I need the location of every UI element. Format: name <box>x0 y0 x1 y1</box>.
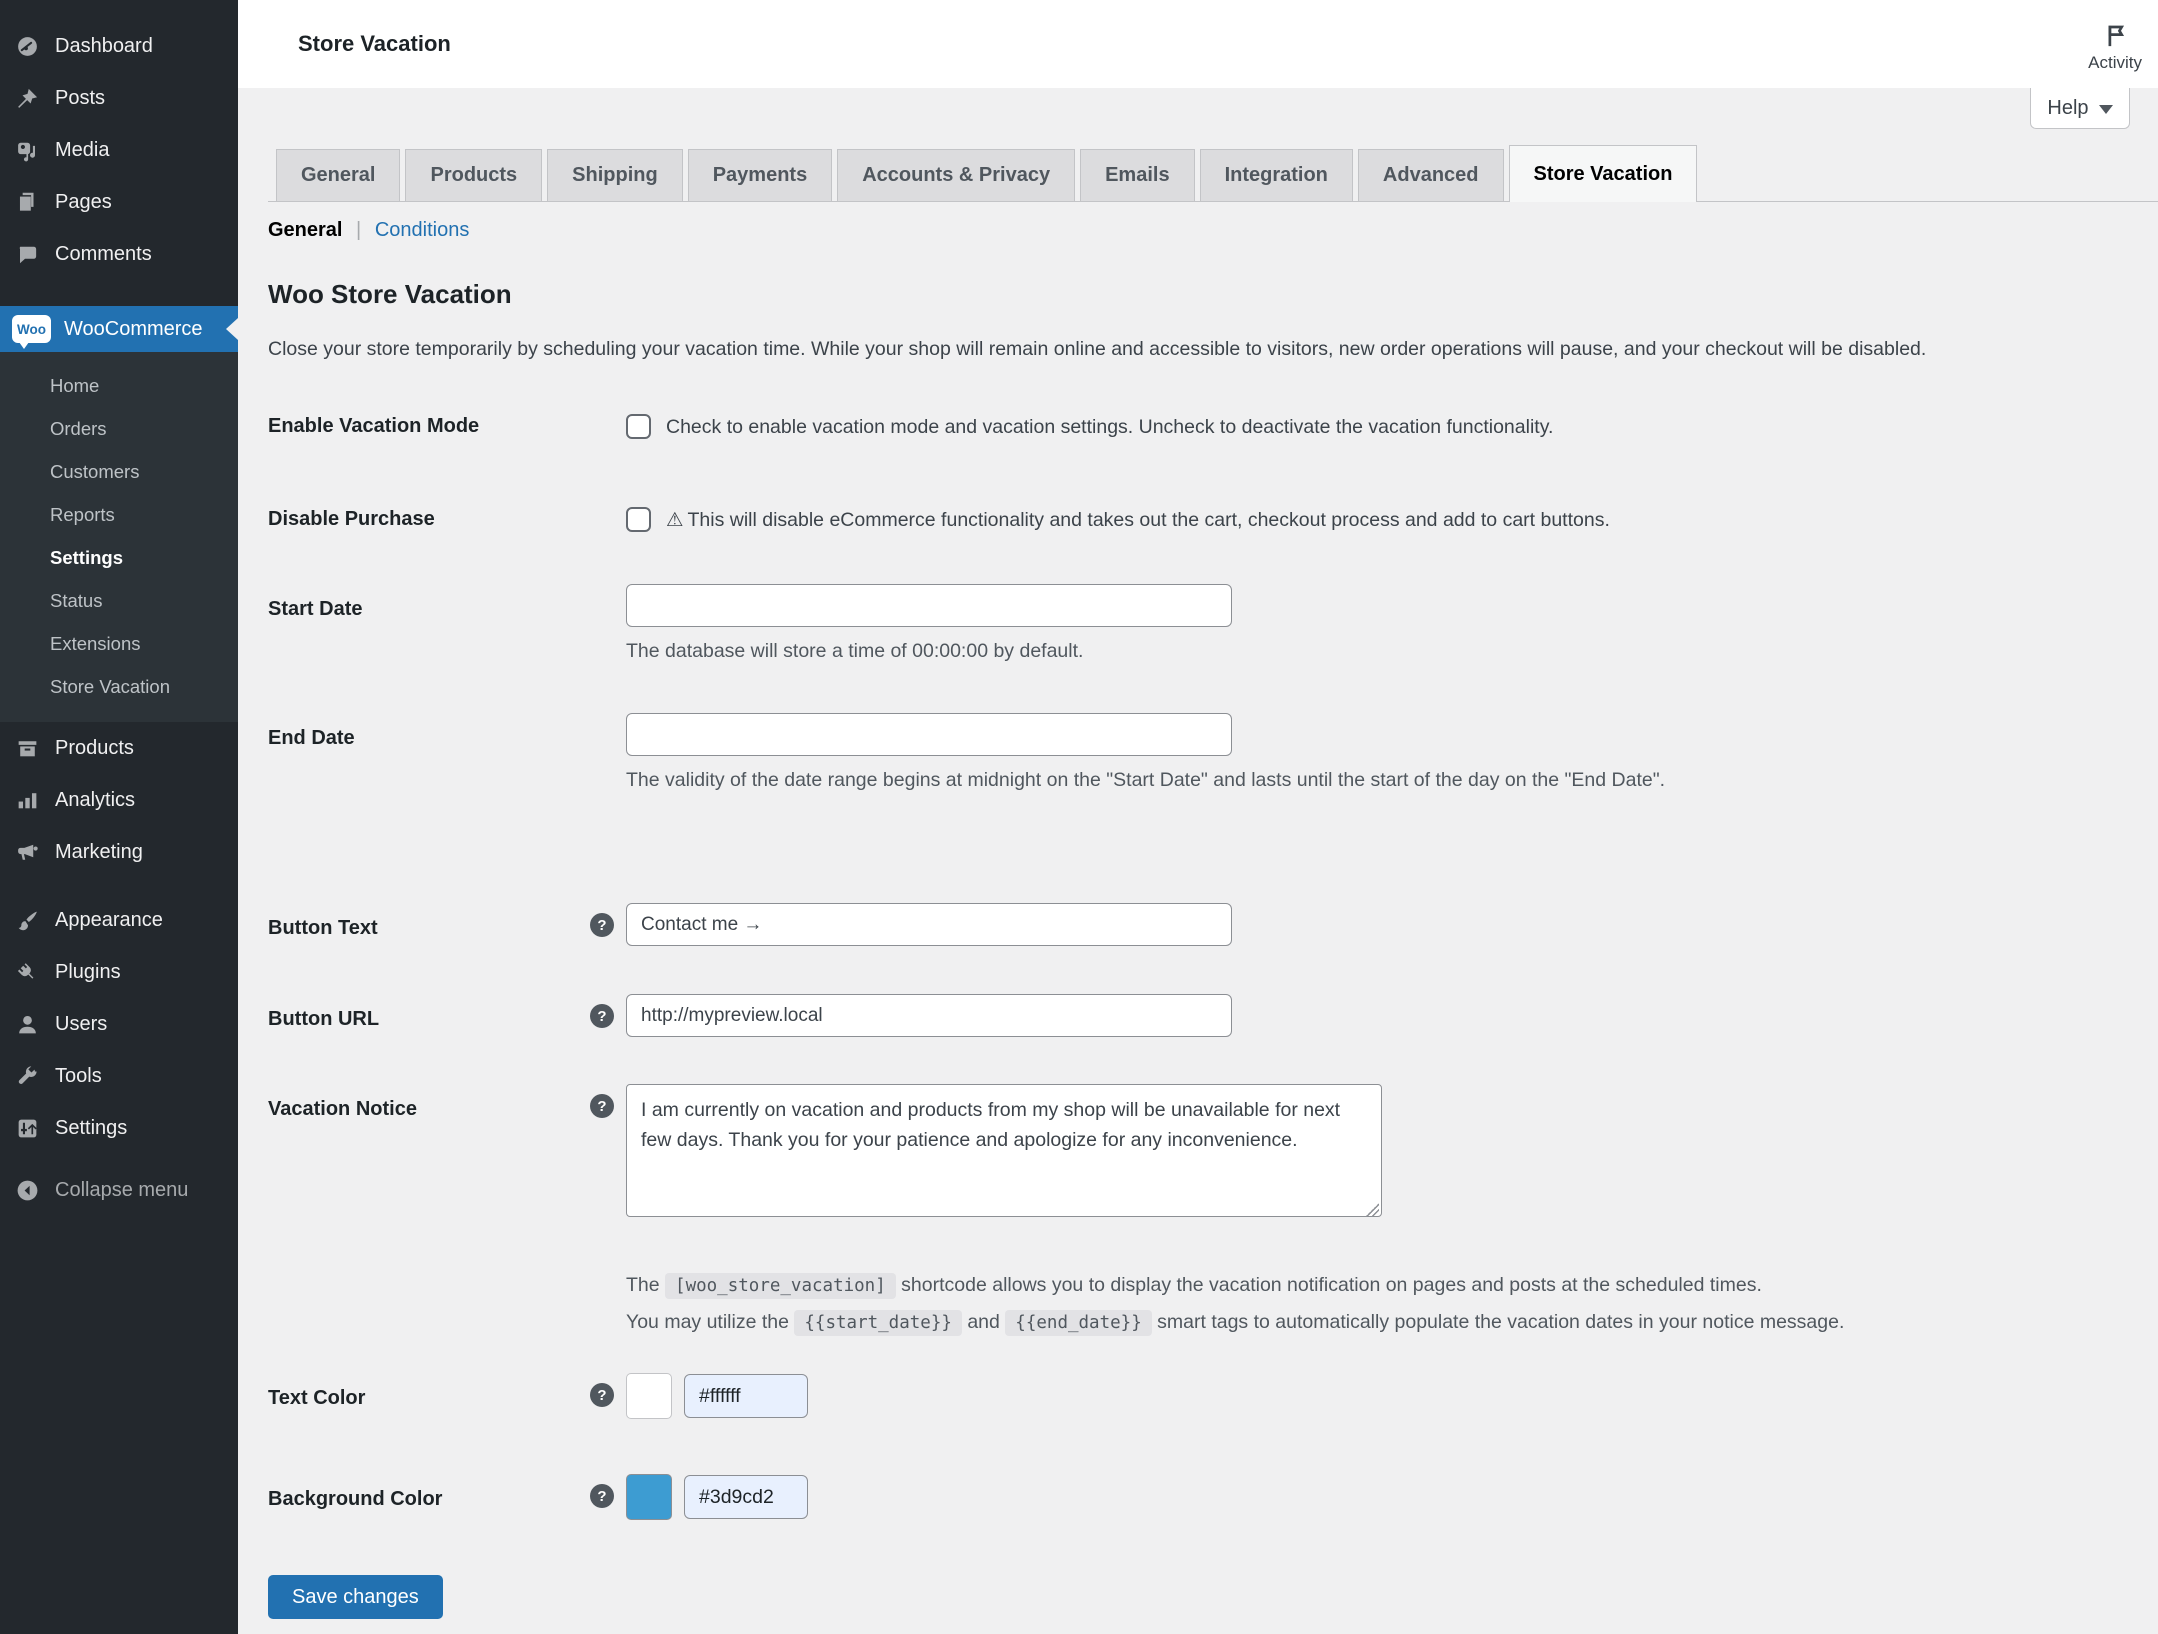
form-row-button-text <box>268 903 2158 946</box>
section-heading: Woo Store Vacation <box>268 279 512 309</box>
shortcode-help-text <box>626 1267 2158 1341</box>
settings-icon <box>14 1115 40 1141</box>
sidebar-item-marketing[interactable] <box>0 826 238 878</box>
smart-tag-chip: {{end_date}} <box>1005 1310 1151 1336</box>
form-row-start-date <box>268 584 2158 663</box>
sidebar-item-label: Media <box>55 138 110 161</box>
pages-icon <box>14 189 40 215</box>
shortcode-line-1: The [woo_store_vacation] shortcode allows you to display the vacation notification on pages and posts at the scheduled times. <box>626 1267 2158 1304</box>
field-label: Vacation Notice <box>268 1098 417 1120</box>
sidebar-item-label: Users <box>55 1012 108 1035</box>
analytics-icon <box>14 787 40 813</box>
help-icon[interactable] <box>590 913 614 937</box>
help-icon[interactable] <box>590 1004 614 1028</box>
pushpin-icon <box>14 85 40 111</box>
field-label: End Date <box>268 727 355 749</box>
sidebar-item-label: Settings <box>55 1116 128 1139</box>
comment-icon <box>14 241 40 267</box>
sidebar-item-label: Products <box>55 736 134 759</box>
field-label: Button URL <box>268 1008 380 1030</box>
woocommerce-logo: Woo <box>12 315 51 343</box>
help-icon[interactable] <box>590 1484 614 1508</box>
wrench-icon <box>14 1063 40 1089</box>
form-row-disable-purchase <box>268 505 2158 535</box>
subnav-general: General <box>268 219 343 241</box>
form-row-vacation-notice <box>268 1084 2158 1222</box>
text-color-input[interactable] <box>684 1374 808 1418</box>
form-row-end-date <box>268 713 2158 792</box>
sidebar-item-label: Analytics <box>55 788 136 811</box>
sidebar-item-products[interactable] <box>0 722 238 774</box>
collapse-icon <box>14 1177 40 1203</box>
help-label: Help <box>2047 96 2089 119</box>
field-label: Start Date <box>268 598 363 620</box>
help-dropdown[interactable] <box>2030 88 2130 129</box>
shortcode-line-2: You may utilize the {{start_date}} and {{end_date}} smart tags to automatically populate the vacation dates in your notice message. <box>626 1304 2158 1341</box>
woocommerce-submenu <box>0 352 238 722</box>
sidebar-item-label: Collapse menu <box>55 1178 189 1201</box>
sidebar-item-label: WooCommerce <box>64 317 203 340</box>
activity-label: Activity <box>2088 52 2142 72</box>
menu-separator <box>0 280 238 306</box>
submenu-item-reports[interactable]: Reports <box>50 504 115 525</box>
tab-store-vacation[interactable]: Store Vacation <box>1509 145 1698 202</box>
sidebar-item-users[interactable] <box>0 998 238 1050</box>
sidebar-item-dashboard[interactable] <box>0 20 238 72</box>
shortcode-chip: [woo_store_vacation] <box>665 1273 896 1299</box>
sidebar-item-label: Plugins <box>55 960 121 983</box>
form-row-background-color <box>268 1474 2158 1520</box>
warning-icon: ⚠ <box>666 509 684 531</box>
products-icon <box>14 735 40 761</box>
sidebar-item-tools[interactable] <box>0 1050 238 1102</box>
tab-general[interactable]: General <box>276 149 400 201</box>
sidebar-item-analytics[interactable] <box>0 774 238 826</box>
subnav-separator: | <box>356 219 362 241</box>
sidebar-item-settings[interactable] <box>0 1102 238 1154</box>
tab-payments[interactable]: Payments <box>688 149 833 201</box>
sidebar-item-label: Comments <box>55 242 152 265</box>
form-row-save <box>268 1575 2158 1619</box>
activity-button[interactable] <box>2088 16 2142 73</box>
help-icon[interactable] <box>590 1383 614 1407</box>
sidebar-item-label: Posts <box>55 86 106 109</box>
end-date-input[interactable] <box>626 713 1232 756</box>
form-row-shortcode-help <box>268 1267 2158 1341</box>
media-icon <box>14 137 40 163</box>
sidebar-item-label: Marketing <box>55 840 143 863</box>
field-label: Background Color <box>268 1488 443 1510</box>
field-label: Enable Vacation Mode <box>268 415 480 437</box>
field-label: Text Color <box>268 1387 366 1409</box>
smart-tag-chip: {{start_date}} <box>794 1310 962 1336</box>
sidebar-item-label: Appearance <box>55 908 163 931</box>
settings-content <box>238 88 2158 1634</box>
active-menu-notch <box>226 318 238 340</box>
field-label: Disable Purchase <box>268 508 435 530</box>
section-description: Close your store temporarily by scheduling your vacation time. While your shop will remain online and accessible to visitors, new order operations will pause, and your checkout will be disabled. <box>268 338 1927 360</box>
menu-separator <box>0 878 238 894</box>
megaphone-icon <box>14 839 40 865</box>
collapse-menu-button[interactable] <box>0 1164 238 1216</box>
tab-accounts-privacy[interactable]: Accounts & Privacy <box>837 149 1075 201</box>
sidebar-item-woocommerce[interactable] <box>0 306 238 352</box>
submenu-item-status[interactable]: Status <box>50 590 103 611</box>
sidebar-item-label: Pages <box>55 190 112 213</box>
button-text-input[interactable] <box>626 903 1232 946</box>
checkbox-description: Check to enable vacation mode and vacation settings. Uncheck to deactivate the vacation functionality. <box>666 416 1554 438</box>
field-helper-text: The database will store a time of 00:00:00 by default. <box>626 640 1084 662</box>
tab-integration[interactable]: Integration <box>1200 149 1353 201</box>
disable-purchase-checkbox[interactable] <box>626 507 651 532</box>
brush-icon <box>14 907 40 933</box>
sidebar-item-comments[interactable] <box>0 228 238 280</box>
form-row-button-url <box>268 994 2158 1037</box>
submenu-item-extensions[interactable]: Extensions <box>50 633 141 654</box>
admin-sidebar <box>0 0 238 1634</box>
background-color-input[interactable] <box>684 1475 808 1519</box>
submenu-item-settings[interactable]: Settings <box>50 547 123 568</box>
vacation-settings-form <box>268 412 2158 1619</box>
plugin-icon <box>14 959 40 985</box>
start-date-input[interactable] <box>626 584 1232 627</box>
submenu-item-home[interactable]: Home <box>50 375 100 396</box>
button-url-input[interactable] <box>626 994 1232 1037</box>
sidebar-item-media[interactable] <box>0 124 238 176</box>
background-color-swatch[interactable] <box>626 1474 672 1520</box>
checkbox-description: ⚠ This will disable eCommerce functionality and takes out the cart, checkout process and add to cart buttons. <box>666 509 1610 531</box>
sidebar-item-appearance[interactable] <box>0 894 238 946</box>
form-row-text-color <box>268 1373 2158 1419</box>
field-label: Button Text <box>268 917 378 939</box>
sidebar-item-label: Tools <box>55 1064 102 1087</box>
submenu-item-orders[interactable]: Orders <box>50 418 107 439</box>
help-icon[interactable] <box>590 1094 614 1118</box>
dashboard-icon <box>14 33 40 59</box>
text-color-swatch[interactable] <box>626 1373 672 1419</box>
wc-admin-header <box>238 0 2158 88</box>
settings-tabs <box>268 145 2158 202</box>
vacation-notice-textarea[interactable] <box>626 1084 1382 1217</box>
sidebar-item-plugins[interactable] <box>0 946 238 998</box>
field-helper-text: The validity of the date range begins at midnight on the "Start Date" and lasts until the start of the day on the "End Date". <box>626 769 1666 791</box>
chevron-down-icon <box>2099 105 2113 114</box>
tab-advanced[interactable]: Advanced <box>1358 149 1504 201</box>
submenu-item-customers[interactable]: Customers <box>50 461 140 482</box>
tab-shipping[interactable]: Shipping <box>547 149 683 201</box>
form-row-enable-vacation <box>268 412 2158 442</box>
save-changes-button[interactable]: Save changes <box>268 1575 443 1619</box>
section-subnav <box>268 219 2158 242</box>
enable-vacation-checkbox[interactable] <box>626 414 651 439</box>
page-title: Store Vacation <box>298 31 451 56</box>
sidebar-item-pages[interactable] <box>0 176 238 228</box>
flag-icon <box>2102 22 2129 50</box>
tab-products[interactable]: Products <box>405 149 542 201</box>
submenu-item-store-vacation[interactable]: Store Vacation <box>50 676 170 697</box>
tab-emails[interactable]: Emails <box>1080 149 1194 201</box>
sidebar-item-posts[interactable] <box>0 72 238 124</box>
sidebar-item-label: Dashboard <box>55 34 153 57</box>
subnav-conditions-link[interactable]: Conditions <box>374 219 470 241</box>
user-icon <box>14 1011 40 1037</box>
